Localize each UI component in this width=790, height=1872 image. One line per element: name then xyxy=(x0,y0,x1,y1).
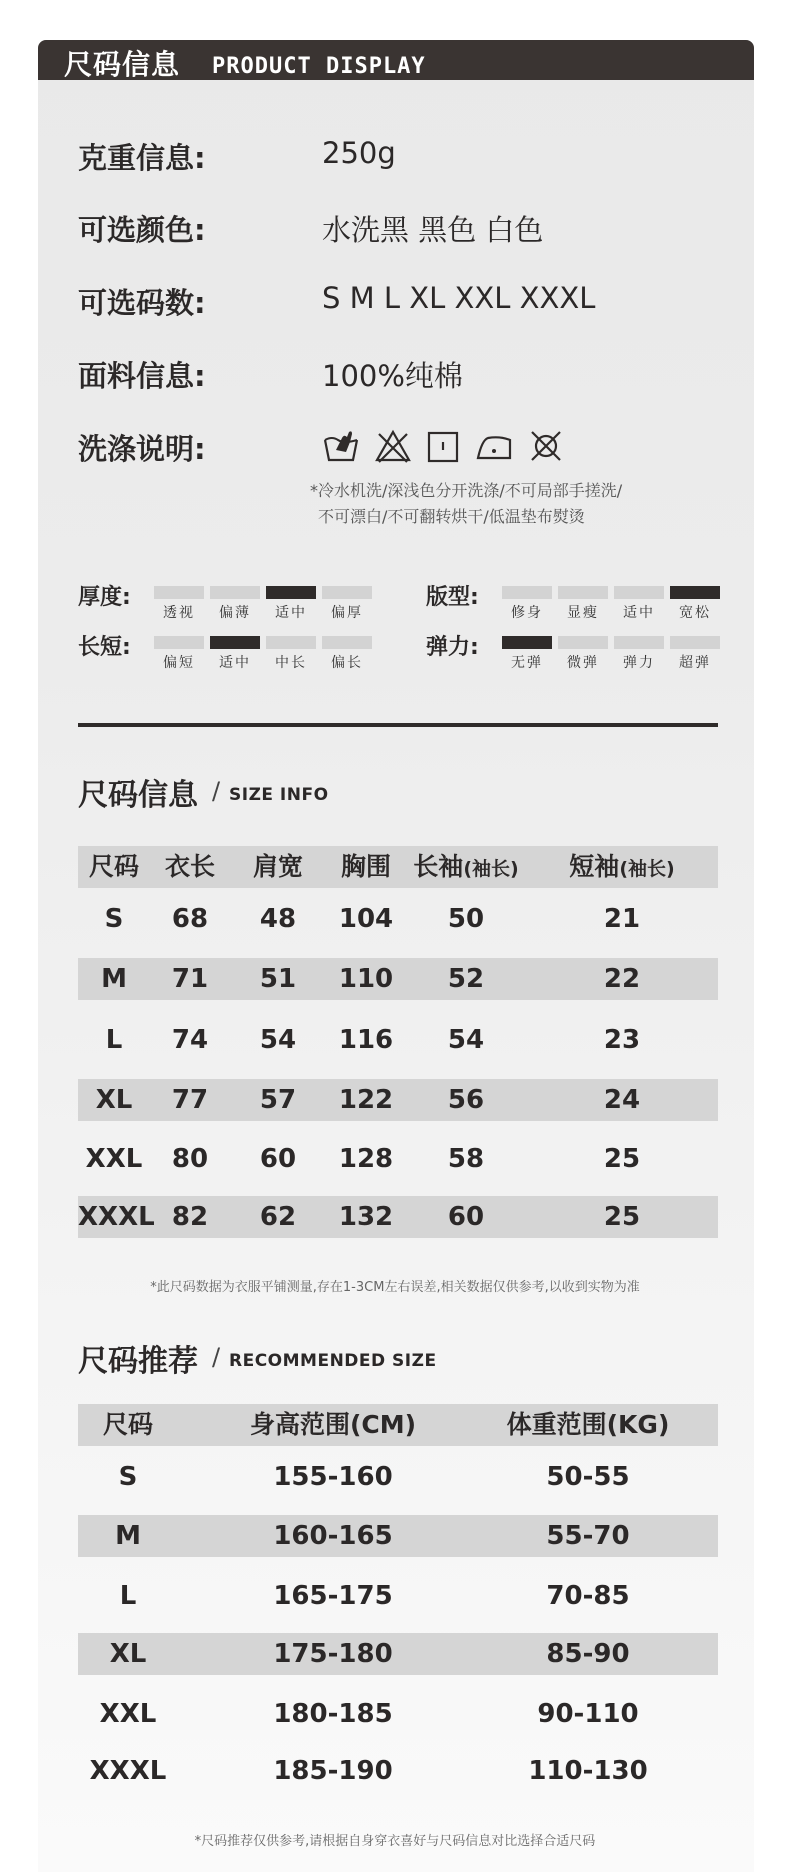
header-label: 衣长 xyxy=(164,852,215,881)
table-cell: 57 xyxy=(259,1085,297,1115)
table-cell: 70-85 xyxy=(546,1581,630,1611)
care-note xyxy=(310,478,710,530)
iron-low-icon xyxy=(474,428,514,464)
thickness-option-bar xyxy=(322,586,372,599)
table-row xyxy=(78,1633,718,1675)
size-info-title: 尺码信息 xyxy=(78,778,198,813)
table-cell: L xyxy=(105,1025,123,1055)
thickness-option-bar xyxy=(154,586,204,599)
header-sublabel: (袖长) xyxy=(619,858,675,880)
info-label: 可选颜色: xyxy=(78,213,206,247)
table-cell: 52 xyxy=(447,964,485,994)
thickness-option xyxy=(154,586,204,621)
header-cell: 体重范围(KG) xyxy=(506,1410,670,1439)
info-value: S M L XL XXL XXXL xyxy=(322,281,596,315)
length-option xyxy=(154,636,204,671)
table-cell: 104 xyxy=(338,904,394,934)
table-cell: 85-90 xyxy=(546,1639,630,1669)
table-cell: 54 xyxy=(259,1025,297,1055)
stretch-option-label: 弹力 xyxy=(623,655,655,671)
banner-title: 尺码信息 xyxy=(64,48,181,81)
stretch-option xyxy=(502,636,552,671)
recommend-subtitle: RECOMMENDED SIZE xyxy=(229,1351,437,1371)
table-row xyxy=(78,1693,718,1735)
table-cell: 50 xyxy=(447,904,485,934)
table-header-row xyxy=(78,1404,718,1446)
table-row xyxy=(78,898,718,940)
table-cell: 50-55 xyxy=(546,1462,630,1492)
table-cell: 155-160 xyxy=(273,1462,393,1492)
fit-option-bar xyxy=(670,586,720,599)
title-slash: / xyxy=(212,1343,221,1371)
header-label: 短袖 xyxy=(569,852,620,881)
table-cell: 128 xyxy=(338,1144,394,1174)
header-banner xyxy=(38,40,754,80)
length-option xyxy=(322,636,372,671)
table-cell: 25 xyxy=(603,1202,641,1232)
table-cell: 122 xyxy=(338,1085,394,1115)
care-icons xyxy=(322,428,564,466)
fit-option-label: 适中 xyxy=(623,605,655,621)
info-label: 面料信息: xyxy=(78,359,206,393)
thickness-option xyxy=(266,586,316,621)
table-cell: 175-180 xyxy=(273,1639,393,1669)
no-bleach-icon xyxy=(374,428,412,464)
size-info-subtitle: SIZE INFO xyxy=(229,785,329,805)
length-option-bar xyxy=(210,636,260,649)
table-cell: 90-110 xyxy=(537,1699,639,1729)
fit-label: 版型: xyxy=(426,585,479,610)
length-option-label: 偏短 xyxy=(163,655,195,671)
thickness-option-bar xyxy=(266,586,316,599)
fit-option-bar xyxy=(558,586,608,599)
table-cell: 55-70 xyxy=(546,1521,630,1551)
section-divider xyxy=(78,723,718,727)
length-scale xyxy=(154,636,372,671)
length-option-bar xyxy=(154,636,204,649)
length-label: 长短: xyxy=(78,635,131,660)
info-value: 水洗黑 黑色 白色 xyxy=(322,213,544,247)
header-sublabel: (袖长) xyxy=(463,858,519,880)
fit-option-label: 修身 xyxy=(511,605,543,621)
table-cell: XXL xyxy=(99,1699,157,1729)
recommend-table xyxy=(78,1404,718,1814)
table-cell: 56 xyxy=(447,1085,485,1115)
table-cell: 51 xyxy=(259,964,297,994)
table-cell: XL xyxy=(109,1639,147,1669)
table-cell: 48 xyxy=(259,904,297,934)
thickness-option xyxy=(210,586,260,621)
length-option-bar xyxy=(266,636,316,649)
table-cell: S xyxy=(104,904,124,934)
stretch-scale xyxy=(502,636,720,671)
stretch-label: 弹力: xyxy=(426,635,479,660)
thickness-option-label: 透视 xyxy=(163,605,195,621)
care-note-line: *冷水机洗/深浅色分开洗涤/不可局部手搓洗/ xyxy=(310,481,623,500)
table-header-row xyxy=(78,846,718,888)
table-cell: M xyxy=(115,1521,141,1551)
table-cell: 24 xyxy=(603,1085,641,1115)
table-cell: 110-130 xyxy=(528,1756,648,1786)
table-row xyxy=(78,1515,718,1557)
size-table xyxy=(78,846,718,1246)
table-cell: 22 xyxy=(603,964,641,994)
info-label: 洗涤说明: xyxy=(78,432,206,466)
stretch-option-label: 超弹 xyxy=(679,655,711,671)
table-row xyxy=(78,1138,718,1180)
stretch-option-bar xyxy=(670,636,720,649)
table-cell: 160-165 xyxy=(273,1521,393,1551)
thickness-label: 厚度: xyxy=(78,585,131,610)
tumble-dry-icon xyxy=(426,428,460,464)
fit-option xyxy=(614,586,664,621)
header-label: 尺码 xyxy=(88,852,139,881)
table-cell: 185-190 xyxy=(273,1756,393,1786)
table-cell: M xyxy=(101,964,127,994)
stretch-option-bar xyxy=(558,636,608,649)
table-cell: 116 xyxy=(338,1025,394,1055)
table-cell: 165-175 xyxy=(273,1581,393,1611)
table-cell: 21 xyxy=(603,904,641,934)
table-cell: 68 xyxy=(171,904,209,934)
table-cell: 132 xyxy=(338,1202,394,1232)
thickness-option-label: 偏厚 xyxy=(331,605,363,621)
thickness-scale xyxy=(154,586,372,621)
thickness-option xyxy=(322,586,372,621)
header-cell: 尺码 xyxy=(102,1410,153,1439)
header-cell xyxy=(326,846,406,888)
stretch-option xyxy=(614,636,664,671)
table-row xyxy=(78,1079,718,1121)
thickness-option-label: 适中 xyxy=(275,605,307,621)
table-cell: 60 xyxy=(259,1144,297,1174)
length-option xyxy=(210,636,260,671)
table-row xyxy=(78,1575,718,1617)
table-cell: 74 xyxy=(171,1025,209,1055)
table-row xyxy=(78,1196,718,1238)
thickness-option-label: 偏薄 xyxy=(219,605,251,621)
fit-option-bar xyxy=(502,586,552,599)
table-cell: 77 xyxy=(171,1085,209,1115)
table-cell: 80 xyxy=(171,1144,209,1174)
info-label: 克重信息: xyxy=(78,141,206,175)
no-tumble-dry-icon xyxy=(528,428,564,464)
length-option-label: 偏长 xyxy=(331,655,363,671)
table-cell: XL xyxy=(95,1085,133,1115)
table-row xyxy=(78,958,718,1000)
header-label: 长袖 xyxy=(413,852,464,881)
length-option-label: 适中 xyxy=(219,655,251,671)
stretch-option-bar xyxy=(502,636,552,649)
fit-option-label: 宽松 xyxy=(679,605,711,621)
table-cell: 58 xyxy=(447,1144,485,1174)
info-value: 250g xyxy=(322,136,396,170)
table-cell: XXXL xyxy=(89,1756,167,1786)
fit-option xyxy=(502,586,552,621)
header-label: 胸围 xyxy=(340,852,391,881)
table-row xyxy=(78,1019,718,1061)
header-cell xyxy=(406,846,526,888)
length-option xyxy=(266,636,316,671)
table-cell: 25 xyxy=(603,1144,641,1174)
header-label: 肩宽 xyxy=(252,852,303,881)
table-cell: 110 xyxy=(338,964,394,994)
fit-scale xyxy=(502,586,720,621)
title-slash: / xyxy=(212,777,221,805)
table-row xyxy=(78,1750,718,1792)
table-cell: XXXL xyxy=(78,1202,155,1232)
stretch-option xyxy=(558,636,608,671)
stretch-option xyxy=(670,636,720,671)
table-cell: 71 xyxy=(171,964,209,994)
fit-option-label: 显瘦 xyxy=(567,605,599,621)
thickness-option-bar xyxy=(210,586,260,599)
stretch-option-bar xyxy=(614,636,664,649)
header-cell xyxy=(150,846,230,888)
table-cell: 60 xyxy=(447,1202,485,1232)
table-cell: 180-185 xyxy=(273,1699,393,1729)
table-row xyxy=(78,1456,718,1498)
table-cell: 62 xyxy=(259,1202,297,1232)
fit-option xyxy=(558,586,608,621)
header-cell: 身高范围(CM) xyxy=(249,1410,417,1439)
size-footnote: *此尺码数据为衣服平铺测量,存在1-3CM左右误差,相关数据仅供参考,以收到实物为准 xyxy=(150,1280,640,1295)
fit-option xyxy=(670,586,720,621)
hand-wash-icon xyxy=(322,428,360,464)
header-cell xyxy=(526,846,718,888)
banner-subtitle: PRODUCT DISPLAY xyxy=(212,54,426,79)
table-cell: XXL xyxy=(85,1144,143,1174)
table-cell: 54 xyxy=(447,1025,485,1055)
header-cell xyxy=(78,846,150,888)
info-value: 100%纯棉 xyxy=(322,359,463,393)
recommend-footnote: *尺码推荐仅供参考,请根据自身穿衣喜好与尺码信息对比选择合适尺码 xyxy=(194,1834,596,1849)
length-option-bar xyxy=(322,636,372,649)
stretch-option-label: 微弹 xyxy=(567,655,599,671)
care-note-line: 不可漂白/不可翻转烘干/低温垫布熨烫 xyxy=(318,507,585,526)
table-cell: L xyxy=(119,1581,137,1611)
recommend-title: 尺码推荐 xyxy=(78,1344,198,1379)
table-cell: 23 xyxy=(603,1025,641,1055)
info-label: 可选码数: xyxy=(78,286,206,320)
table-cell: 82 xyxy=(171,1202,209,1232)
stretch-option-label: 无弹 xyxy=(511,655,543,671)
fit-option-bar xyxy=(614,586,664,599)
length-option-label: 中长 xyxy=(275,655,307,671)
table-cell: S xyxy=(118,1462,138,1492)
header-cell xyxy=(230,846,326,888)
